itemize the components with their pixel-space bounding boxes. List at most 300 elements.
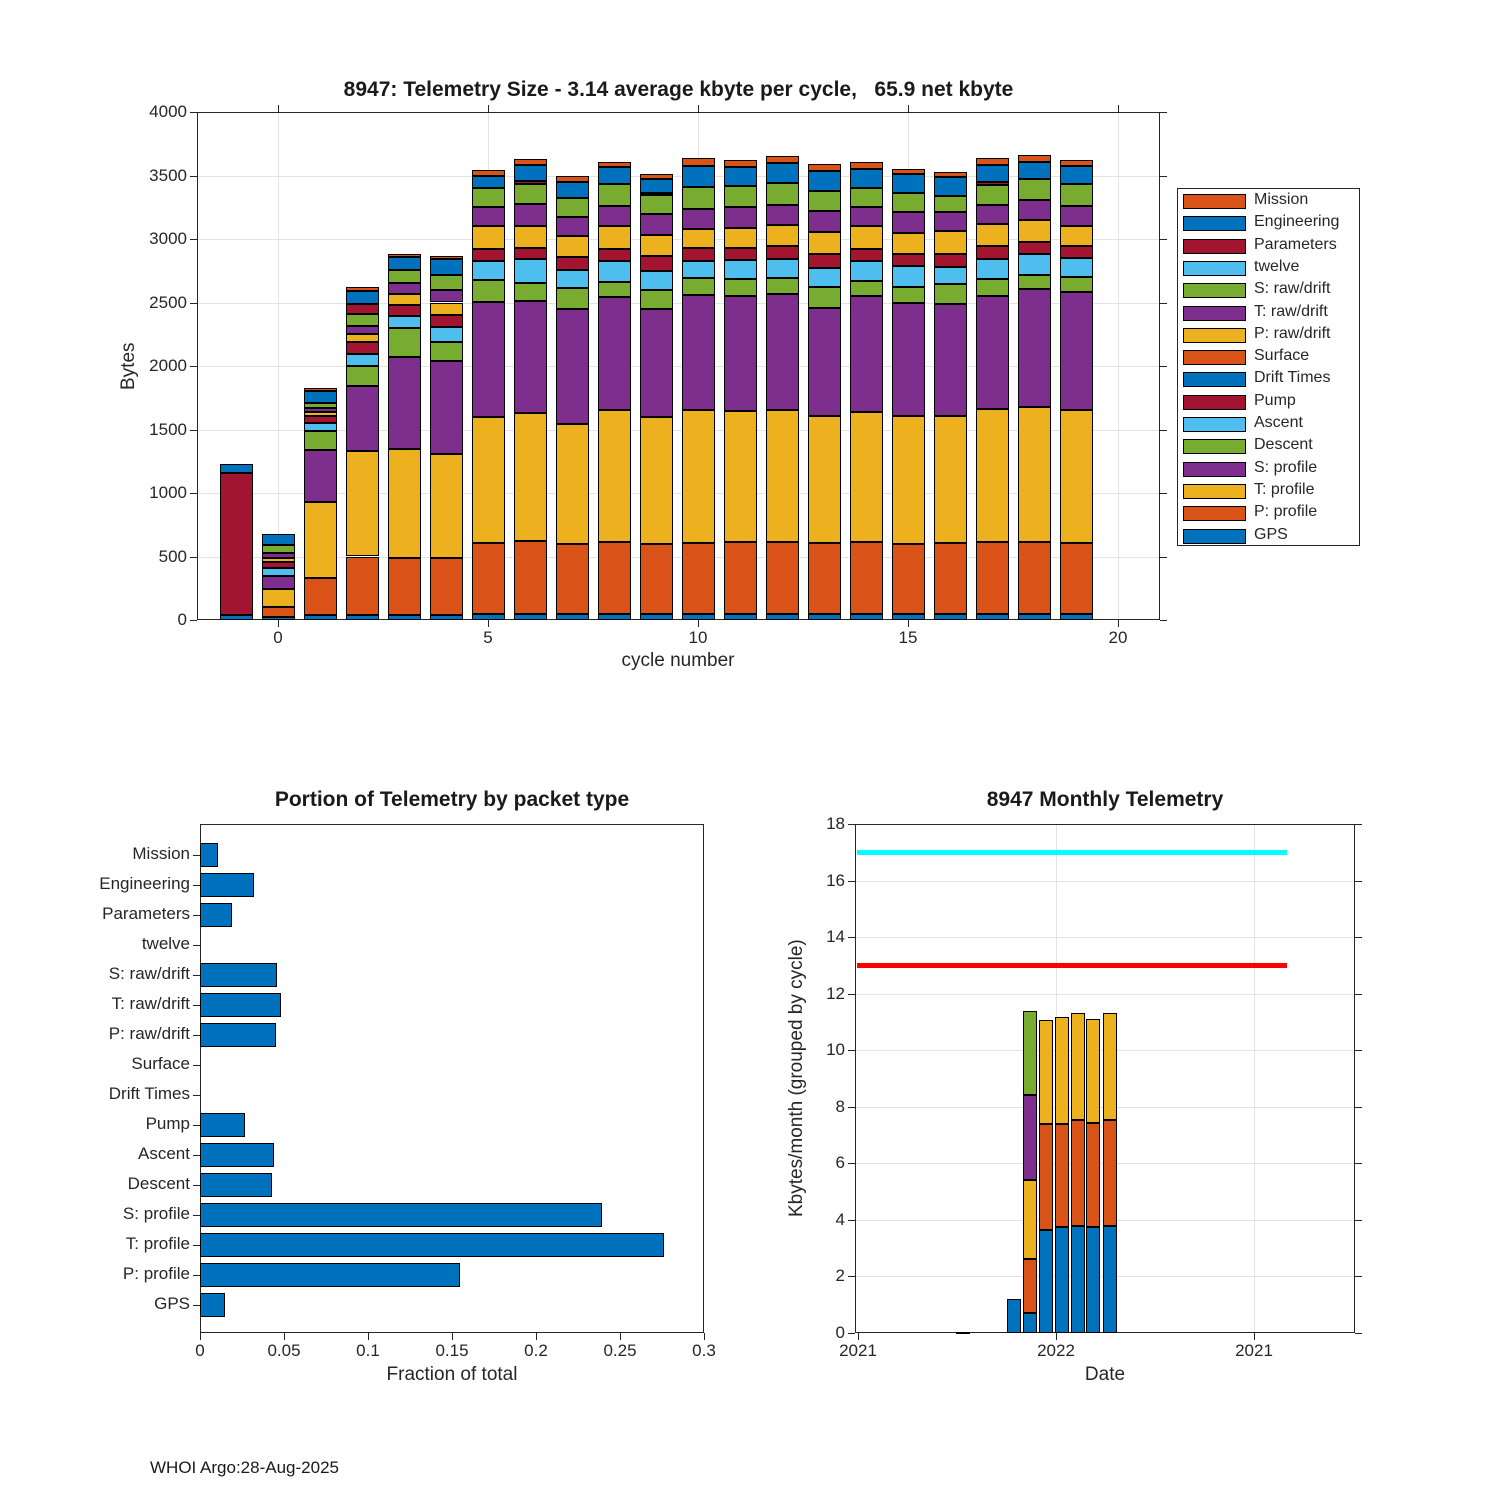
bar-segment-s-profile [304,450,337,502]
legend-swatch [1183,529,1246,544]
bar-segment-descent [472,280,505,302]
bar-segment-s-profile [724,296,757,411]
bar-segment-s-profile [640,309,673,417]
bar-segment-p-raw-drift [850,226,883,248]
ytick-label: 0 [177,610,187,629]
legend-label: twelve [1254,257,1300,275]
category-label: Mission [132,844,190,863]
bar-segment-t-raw-drift [262,553,295,557]
bar-segment-ascent [808,268,841,288]
bar-segment-s-raw-drift [682,187,715,209]
bar-segment-gps [556,614,589,620]
bar-segment-ascent [472,261,505,280]
bar-segment-t-profile [808,416,841,543]
gridline-x [1118,113,1119,619]
bar-segment-mission [850,162,883,168]
bar-p-profile [200,1263,460,1287]
monthly-bar-segment-blue [1023,1313,1037,1333]
bar-segment-p-raw-drift [262,558,295,562]
bar-segment-s-raw-drift [808,191,841,211]
bar-segment-s-profile [430,361,463,454]
legend-item-pump [1178,391,1359,413]
tick-y [848,1163,855,1164]
tick-y [193,1095,200,1096]
bar-segment-pump [304,416,337,424]
bar-segment-t-profile [724,411,757,542]
tick-y [848,1107,855,1108]
tick-x [284,1333,285,1340]
xtick-label: 0.2 [524,1341,548,1360]
bar-segment-s-raw-drift [892,193,925,212]
bar-segment-p-profile [598,542,631,614]
legend-swatch [1183,372,1246,387]
legend-item-s-raw-drift [1178,279,1359,301]
monthly-bar-segment-blue [1039,1230,1053,1333]
tick-y [193,885,200,886]
tick-y [193,1065,200,1066]
ytick-label: 3500 [149,165,187,185]
tick-y [848,937,855,938]
legend-label: Drift Times [1254,369,1331,387]
monthly-chart-title: 8947 Monthly Telemetry [986,788,1224,811]
xtick-label: 0.3 [692,1341,716,1360]
ytick-label: 4000 [149,102,187,121]
bar-segment-engineering [1060,166,1093,184]
bar-segment-mission [472,170,505,176]
bar-segment-pump [346,342,379,354]
tick-y [1355,1333,1362,1334]
tick-y [1160,176,1167,177]
bar-segment-s-raw-drift [1018,179,1051,200]
bar-segment-descent [934,284,967,304]
bar-segment-descent [892,287,925,303]
category-label: twelve [141,934,190,953]
tick-y [1355,1050,1362,1051]
category-label: Descent [127,1174,190,1193]
gridline-y [856,881,1354,882]
monthly-bar-segment-blue [1103,1226,1117,1333]
tick-y [190,620,197,621]
legend-item-surface [1178,346,1359,368]
bar-segment-descent [724,279,757,296]
bar-segment-p-profile [640,544,673,614]
bar-segment-engineering [724,167,757,186]
bar-segment-p-raw-drift [388,294,421,305]
bar-segment-s-raw-drift [724,186,757,207]
tick-y [848,824,855,825]
bar-segment-pump [934,254,967,267]
bar-parameters [200,903,232,927]
monthly-bar-segment-yellow [1023,1180,1037,1258]
bar-segment-t-profile [472,417,505,543]
bar-segment-t-raw-drift [976,205,1009,225]
tick-y [190,366,197,367]
bar-segment-t-raw-drift [514,204,547,226]
gridline-x [1254,825,1255,1332]
tick-y [1160,557,1167,558]
legend-label: Ascent [1254,414,1303,431]
gridline-y [856,994,1354,995]
tick-y [1355,881,1362,882]
bar-segment-mission [304,388,337,392]
bar-segment-t-raw-drift [346,326,379,334]
category-label: P: profile [122,1264,190,1283]
monthly-bar-segment-orange [1086,1123,1100,1228]
bar-segment-engineering [472,176,505,188]
monthly-bar-segment-orange [1023,1259,1037,1314]
bar-segment-gps [304,615,337,620]
bar-segment-mission [682,158,715,166]
bar-segment-s-raw-drift [598,184,631,206]
xtick-label: 0.05 [267,1341,301,1360]
monthly-bar-segment-orange [1071,1120,1085,1226]
bar-segment-p-raw-drift [724,228,757,248]
legend-label: Pump [1254,391,1296,409]
bar-segment-s-raw-drift [514,184,547,204]
ytick-label: 4 [835,1209,845,1229]
tick-x [908,105,909,112]
xtick-label: 0 [273,628,283,647]
tick-y [848,1276,855,1277]
monthly-bar-segment-yellow [1103,1013,1117,1120]
bar-segment-s-raw-drift [556,198,589,217]
tick-x [620,1333,621,1340]
bar-segment-s-profile [1018,289,1051,407]
tick-x [704,1333,705,1340]
bar-segment-s-raw-drift [430,275,463,290]
bar-segment-p-profile [892,544,925,614]
bar-segment-s-raw-drift [1060,184,1093,206]
xtick-label: 0 [195,1341,205,1360]
bar-segment-engineering [682,166,715,187]
bar-segment-t-raw-drift [724,207,757,228]
tick-y [848,881,855,882]
tick-y [1355,1107,1362,1108]
category-label: Pump [145,1114,190,1133]
bar-segment-pump [1018,242,1051,253]
bar-segment-pump [262,562,295,568]
bar-gps [200,1293,225,1317]
bar-segment-t-raw-drift [892,212,925,232]
bar-segment-t-raw-drift [850,207,883,227]
bar-segment-descent [808,287,841,307]
ytick-label: 16 [826,870,845,890]
bar-segment-s-raw-drift [976,185,1009,205]
tick-x [1118,620,1119,627]
bar-segment-engineering [514,165,547,182]
bar-segment-descent [682,278,715,295]
bar-segment-t-profile [640,417,673,544]
bar-segment-p-raw-drift [808,232,841,254]
bar-segment-t-profile [892,416,925,544]
category-label: Engineering [99,874,190,893]
bar-segment-p-raw-drift [430,303,463,315]
monthly-bar-segment-yellow [1071,1013,1085,1120]
legend-item-ascent [1178,413,1359,435]
legend-label: Parameters [1254,235,1337,253]
bar-segment-t-raw-drift [808,211,841,232]
bar-segment-s-profile [346,386,379,451]
legend-label: Surface [1254,347,1310,365]
bar-segment-engineering [892,174,925,193]
monthly-bar-segment-green [1023,1011,1037,1095]
tick-y [1355,937,1362,938]
tick-y [190,493,197,494]
tick-y [190,176,197,177]
bar-segment-p-raw-drift [556,236,589,256]
bar-segment-t-profile [388,449,421,558]
bar-segment-s-raw-drift [766,183,799,205]
bar-segment-descent [304,431,337,450]
tick-x [368,1333,369,1340]
bar-segment-pump [1060,246,1093,258]
tick-y [193,1005,200,1006]
tick-y [193,1305,200,1306]
bar-segment-ascent [934,267,967,284]
tick-y [190,239,197,240]
monthly-bar-segment-orange [1103,1120,1117,1226]
bar-segment-s-profile [598,297,631,410]
legend-item-twelve [1178,257,1359,279]
category-label: S: profile [122,1204,190,1223]
ytick-label: 10 [826,1040,845,1060]
monthly-bar-segment-blue [1055,1227,1069,1333]
bar-segment-t-raw-drift [304,408,337,412]
bar-segment-t-profile [514,413,547,541]
bar-segment-t-raw-drift [430,290,463,303]
tick-y [190,557,197,558]
category-label: T: raw/drift [111,994,190,1013]
bar-segment-ascent [388,316,421,328]
bar-segment-pump [556,257,589,270]
bar-segment-descent [850,281,883,296]
tick-y [1355,1163,1362,1164]
bar-segment-p-raw-drift [976,224,1009,246]
gridline-y [198,366,1159,367]
bar-segment-mission [430,256,463,260]
footer-text: WHOI Argo:28-Aug-2025 [150,1458,339,1477]
bar-segment-descent [1060,277,1093,292]
bar-segment-pump [472,249,505,262]
tick-y [193,1245,200,1246]
monthly-bar-segment-yellow [1039,1020,1053,1124]
bar-segment-p-profile [682,543,715,615]
tick-y [1160,493,1167,494]
bar-segment-mission [514,159,547,165]
bar-segment-p-profile [766,542,799,614]
ytick-label: 3000 [149,229,187,248]
bar-segment-ascent [1018,254,1051,275]
bar-segment-pump [724,248,757,260]
tick-y [190,303,197,304]
bar-segment-t-profile [1060,410,1093,543]
bar-segment-mission [1060,160,1093,166]
gridline-y [198,176,1159,177]
bar-segment-t-profile [766,410,799,542]
bar-segment-t-raw-drift [766,205,799,225]
tick-y [848,1333,855,1334]
tick-x [488,105,489,112]
bar-s-raw-drift [200,963,277,987]
bar-segment-ascent [262,568,295,576]
bar-segment-gps [766,614,799,620]
xtick-label: 15 [898,628,918,647]
legend-label: S: profile [1254,458,1318,476]
tick-y [193,975,200,976]
ytick-label: 2 [835,1266,845,1286]
bar-segment-descent [514,283,547,301]
tick-y [193,1185,200,1186]
bar-segment-engineering [388,257,421,270]
monthly-bar-segment-purple [1023,1095,1037,1180]
legend-swatch [1183,350,1246,365]
category-label: Surface [131,1054,190,1073]
bar-segment-engineering [808,171,841,191]
bar-segment-s-raw-drift [388,270,421,283]
xtick-label: 10 [688,628,708,647]
category-label: T: profile [125,1234,190,1253]
bar-segment-p-profile [514,541,547,614]
bar-segment-t-raw-drift [388,283,421,294]
bar-segment-p-profile [346,557,379,615]
bar-segment-pump [430,315,463,328]
ytick-label: 0 [835,1323,845,1342]
bar-segment-mission [724,160,757,167]
xtick-label: 0.1 [356,1341,380,1360]
legend-label: P: raw/drift [1254,324,1331,342]
bar-engineering [200,873,254,897]
legend-swatch [1183,283,1246,298]
bar-segment-p-raw-drift [304,412,337,416]
bar-segment-p-profile [934,543,967,614]
legend-label: Mission [1254,191,1309,208]
tick-x [698,620,699,627]
monthly-ylabel: Kbytes/month (grouped by cycle) [786,939,807,1217]
bar-segment-p-profile [304,578,337,615]
bar-segment-s-raw-drift [640,195,673,214]
monthly-bar-segment-black [956,1332,970,1334]
bar-segment-s-profile [766,294,799,410]
bar-segment-gps [388,615,421,620]
bar-segment-engineering [1018,162,1051,179]
bar-segment-p-raw-drift [934,231,967,253]
tick-x [278,620,279,627]
tick-x [1056,1333,1057,1340]
tick-y [1355,1276,1362,1277]
bar-p-raw-drift [200,1023,276,1047]
bar-segment-gps [850,614,883,620]
bar-segment-ascent [766,259,799,278]
bar-segment-ascent [976,259,1009,279]
bar-segment-ascent [346,354,379,366]
bar-segment-s-raw-drift [304,403,337,407]
bar-segment-t-profile [346,451,379,556]
legend-item-s-profile [1178,458,1359,480]
bar-ascent [200,1143,274,1167]
tick-y [848,1220,855,1221]
bar-segment-gps [640,614,673,620]
tick-x [698,105,699,112]
category-label: Ascent [138,1144,190,1163]
bar-segment-p-raw-drift [598,226,631,249]
tick-x [858,1333,859,1340]
category-label: Parameters [102,904,190,923]
bar-segment-gps [220,615,253,620]
bar-segment-t-profile [682,410,715,542]
bar-segment-s-raw-drift [262,545,295,553]
legend-item-descent [1178,435,1359,457]
bar-segment-p-raw-drift [514,226,547,248]
bar-segment-mission [892,169,925,175]
legend-swatch [1183,506,1246,521]
monthly-bar-segment-yellow [1055,1017,1069,1123]
bar-segment-p-profile [262,607,295,617]
portion-xlabel: Fraction of total [386,1364,518,1385]
legend-swatch [1183,439,1246,454]
monthly-bar-segment-orange [1039,1124,1053,1230]
legend-item-p-raw-drift [1178,324,1359,346]
tick-y [1160,239,1167,240]
tick-x [278,105,279,112]
tick-y [1160,430,1167,431]
category-label: GPS [154,1294,190,1313]
bar-descent [200,1173,272,1197]
telemetry-size-ylabel: Bytes [118,342,139,390]
monthly-bar-segment-blue [1086,1227,1100,1333]
bar-segment-gps [934,614,967,620]
tick-y [190,112,197,113]
tick-y [193,855,200,856]
monthly-xlabel: Date [1084,1364,1126,1385]
bar-segment-gps [430,615,463,620]
monthly-bar-segment-orange [1055,1124,1069,1227]
bar-segment-s-profile [1060,292,1093,409]
bar-segment-engineering [934,177,967,195]
bar-segment-engineering [262,534,295,545]
bar-segment-descent [556,288,589,309]
bar-segment-ascent [1060,258,1093,277]
bar-segment-pump [976,246,1009,259]
bar-segment-t-raw-drift [640,214,673,234]
bar-segment-s-profile [556,309,589,424]
bar-segment-t-raw-drift [682,209,715,229]
bar-segment-s-profile [976,296,1009,410]
bar-segment-engineering [640,179,673,192]
bar-segment-p-raw-drift [892,233,925,254]
ytick-label: 12 [826,983,845,1003]
bar-segment-mission [1018,155,1051,161]
bar-segment-mission [766,156,799,163]
ytick-label: 8 [835,1096,845,1116]
legend-swatch [1183,484,1246,499]
bar-segment-pump [808,254,841,268]
bar-segment-s-profile [388,357,421,448]
tick-y [193,1035,200,1036]
legend-label: P: profile [1254,503,1318,521]
bar-segment-s-profile [934,304,967,416]
xtick-label: 2021 [839,1341,877,1360]
category-label: P: raw/drift [108,1024,190,1043]
bar-segment-gps [514,614,547,620]
ytick-label: 18 [826,814,845,833]
bar-segment-s-raw-drift [346,314,379,326]
tick-y [1355,1220,1362,1221]
bar-segment-ascent [682,261,715,279]
bar-segment-ascent [892,266,925,286]
bar-segment-mission [346,287,379,291]
bar-segment-t-raw-drift [1060,206,1093,226]
legend-label: S: raw/drift [1254,280,1331,298]
